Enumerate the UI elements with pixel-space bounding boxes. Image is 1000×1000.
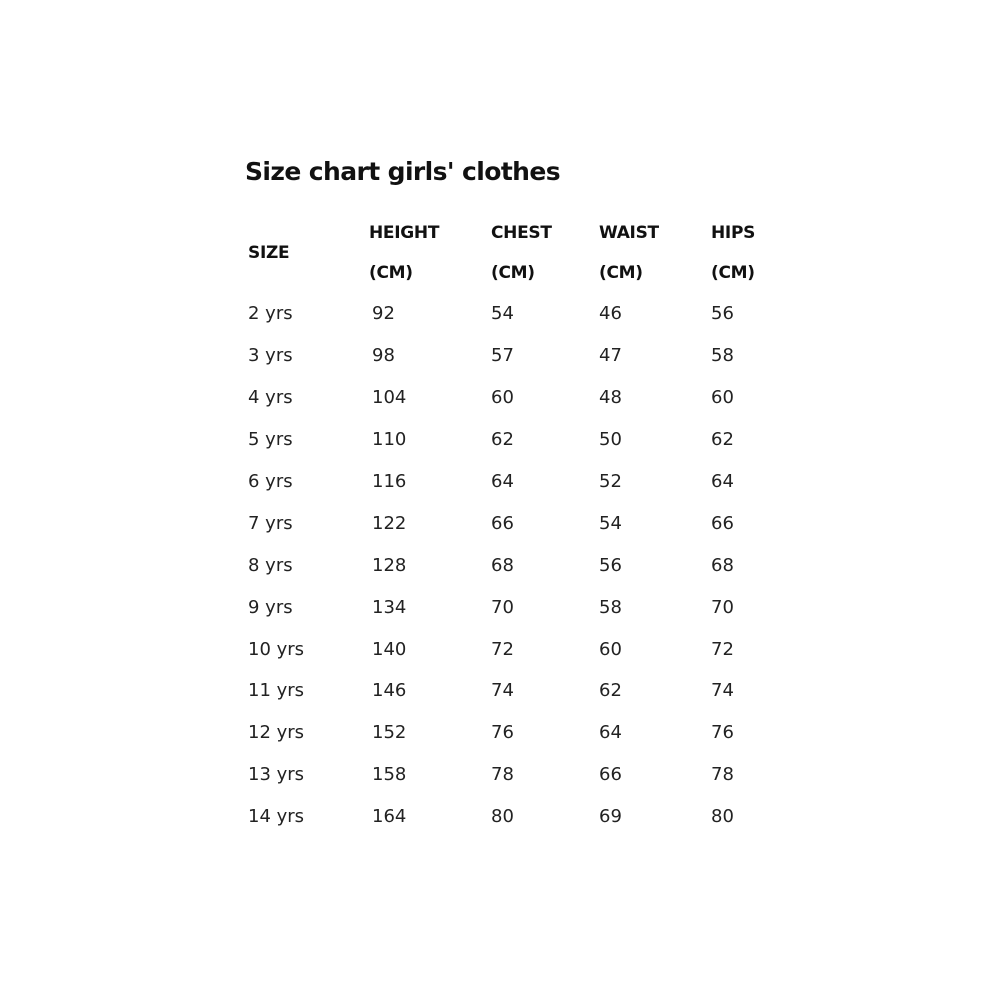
cell-height: 146	[372, 680, 407, 702]
cell-waist: 48	[599, 387, 622, 409]
cell-waist: 52	[599, 471, 622, 492]
cell-height: 140	[372, 638, 407, 660]
cell-hips: 64	[711, 471, 734, 492]
cell-chest: 62	[491, 429, 514, 451]
cell-size: 12 yrs	[248, 722, 305, 744]
cell-size: 6 yrs	[248, 471, 293, 492]
cell-waist: 66	[599, 764, 622, 786]
cell-height: 110	[372, 429, 407, 451]
cell-hips: 68	[711, 554, 734, 576]
header-hips-unit: (CM)	[711, 263, 755, 283]
cell-size: 4 yrs	[248, 387, 293, 409]
table-row	[245, 419, 801, 461]
cell-chest: 60	[491, 387, 514, 409]
cell-chest: 70	[491, 596, 514, 618]
cell-hips: 56	[711, 303, 734, 325]
cell-size: 5 yrs	[248, 429, 293, 451]
table-row	[245, 461, 801, 503]
table-row	[245, 754, 801, 796]
header-chest-unit: (CM)	[491, 263, 535, 283]
cell-chest: 76	[491, 722, 514, 744]
cell-height: 122	[372, 512, 407, 534]
table-row	[245, 670, 801, 712]
cell-chest: 64	[491, 471, 514, 492]
table-row	[245, 377, 801, 419]
table-row	[245, 628, 801, 670]
cell-height: 152	[372, 722, 407, 744]
header-height-label: HEIGHT	[369, 223, 440, 243]
cell-hips: 62	[711, 429, 734, 451]
cell-size: 10 yrs	[248, 638, 305, 660]
cell-height: 104	[372, 387, 407, 409]
cell-size: 8 yrs	[248, 554, 293, 576]
cell-chest: 80	[491, 806, 514, 828]
table-row	[245, 293, 801, 335]
cell-chest: 66	[491, 512, 514, 534]
table-row	[245, 335, 801, 377]
cell-chest: 57	[491, 345, 514, 367]
cell-chest: 54	[491, 303, 514, 325]
cell-height: 116	[372, 471, 407, 492]
cell-size: 14 yrs	[248, 806, 305, 828]
table-header-row	[245, 213, 801, 293]
cell-chest: 68	[491, 554, 514, 576]
cell-size: 9 yrs	[248, 596, 293, 618]
table-row	[245, 712, 801, 754]
page-title: Size chart girls' clothes	[245, 157, 561, 186]
cell-chest: 72	[491, 638, 514, 660]
header-hips	[711, 213, 801, 293]
cell-waist: 69	[599, 806, 622, 828]
cell-hips: 60	[711, 387, 734, 409]
cell-height: 92	[372, 303, 395, 325]
cell-chest: 78	[491, 764, 514, 786]
cell-height: 134	[372, 596, 407, 618]
cell-hips: 76	[711, 722, 734, 744]
cell-waist: 47	[599, 345, 622, 367]
cell-height: 128	[372, 554, 407, 576]
table-row	[245, 544, 801, 586]
cell-waist: 50	[599, 429, 622, 451]
cell-waist: 58	[599, 596, 622, 618]
cell-hips: 66	[711, 512, 734, 534]
header-waist	[599, 213, 711, 293]
cell-hips: 70	[711, 596, 734, 618]
header-chest	[491, 213, 599, 293]
header-waist-label: WAIST	[599, 223, 659, 243]
header-height-unit: (CM)	[369, 263, 413, 283]
cell-size: 11 yrs	[248, 680, 305, 702]
cell-size: 3 yrs	[248, 345, 293, 367]
cell-height: 98	[372, 345, 395, 367]
cell-height: 164	[372, 806, 407, 828]
cell-hips: 58	[711, 345, 734, 367]
cell-hips: 80	[711, 806, 734, 828]
header-waist-unit: (CM)	[599, 263, 643, 283]
table-row	[245, 502, 801, 544]
cell-waist: 56	[599, 554, 622, 576]
size-chart-table	[245, 213, 801, 838]
cell-waist: 64	[599, 722, 622, 744]
header-chest-label: CHEST	[491, 223, 552, 243]
cell-chest: 74	[491, 680, 514, 702]
cell-hips: 72	[711, 638, 734, 660]
table-row	[245, 796, 801, 838]
cell-hips: 74	[711, 680, 734, 702]
cell-waist: 60	[599, 638, 622, 660]
table-body	[245, 293, 801, 838]
cell-waist: 54	[599, 512, 622, 534]
header-height	[369, 213, 491, 293]
table-row	[245, 586, 801, 628]
cell-waist: 46	[599, 303, 622, 325]
cell-size: 7 yrs	[248, 512, 293, 534]
cell-size: 2 yrs	[248, 303, 293, 325]
cell-height: 158	[372, 764, 407, 786]
header-hips-label: HIPS	[711, 223, 756, 243]
header-size: SIZE	[248, 243, 290, 263]
cell-size: 13 yrs	[248, 764, 305, 786]
cell-hips: 78	[711, 764, 734, 786]
cell-waist: 62	[599, 680, 622, 702]
